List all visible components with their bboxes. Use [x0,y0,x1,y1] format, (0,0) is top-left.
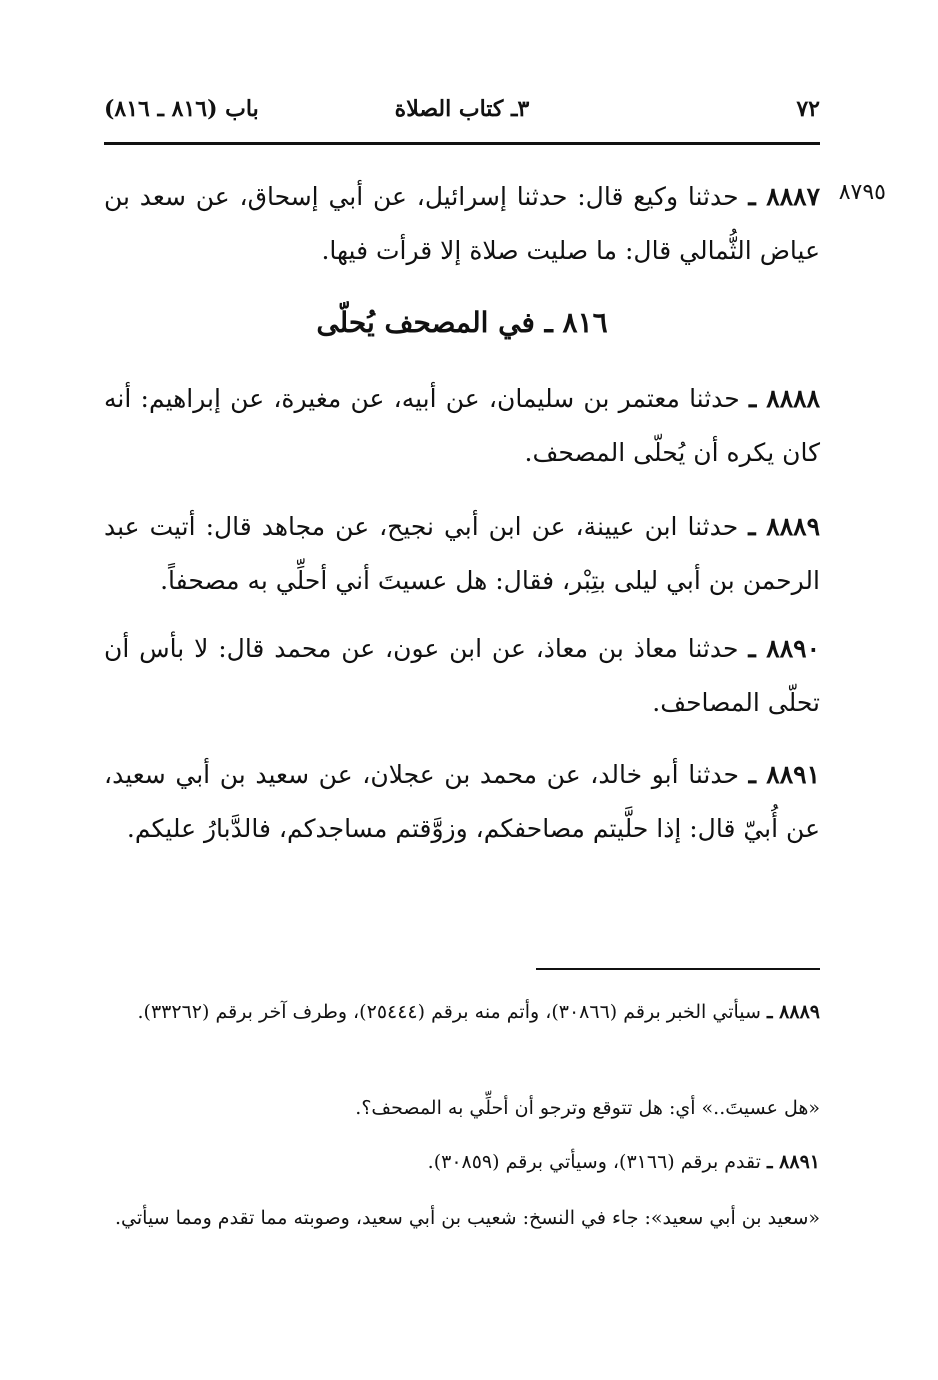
footnote [104,1144,820,1180]
footnote [104,1090,820,1126]
footnote-text: سيأتي الخبر برقم (٣٠٨٦٦)، وأتم منه برقم (٢٥٤٤٤)، وطرف آخر برقم (٣٣٢٦٢). [137,1001,761,1023]
hadith-entry [104,622,820,730]
footnote-text: «سعيد بن أبي سعيد»: جاء في النسخ: شعيب بن أبي سعيد، وصوبته مما تقدم ومما سيأتي. [115,1207,820,1229]
hadith-number: ٨٨٨٧ ـ [748,182,820,211]
hadith-number: ٨٨٩٠ ـ [748,634,820,663]
chapter-range: باب (٨١٦ ـ ٨١٦) [104,96,259,122]
footnote-number: ٨٨٨٩ ـ [766,1001,820,1023]
hadith-text: حدثنا معاذ بن معاذ، عن ابن عون، عن محمد قال: لا بأس أن تحلّى المصاحف. [104,634,820,717]
page-header [104,92,820,132]
hadith-number: ٨٨٨٨ ـ [748,384,820,413]
hadith-entry [104,500,820,608]
header-rule [104,142,820,145]
hadith-text: حدثنا وكيع قال: حدثنا إسرائيل، عن أبي إسحاق، عن سعد بن عياض الثُّمالي قال: ما صليت صلاة إلا قرأت فيها. [104,182,820,265]
hadith-entry [104,170,820,278]
section-heading: ٨١٦ ـ في المصحف يُحلّى [316,306,608,339]
page-number: ٧٢ [796,96,820,122]
footnote-rule [536,968,820,970]
running-title: ٣ـ كتاب الصلاة [394,96,530,122]
hadith-entry [104,372,820,480]
hadith-number: ٨٨٩١ ـ [748,760,820,789]
footnote-text: «هل عسيتَ..» أي: هل تتوقع وترجو أن أحلِّي به المصحف؟. [355,1097,820,1119]
footnote [104,1200,820,1236]
hadith-text: حدثنا معتمر بن سليمان، عن أبيه، عن مغيرة، عن إبراهيم: أنه كان يكره أن يُحلّى المصحف. [104,384,820,467]
hadith-text: حدثنا أبو خالد، عن محمد بن عجلان، عن سعيد بن أبي سعيد، عن أُبيّ قال: إذا حلَّيتم مصاحفكم، وزوَّقتم مساجدكم، فالدَّبارُ عليكم. [104,760,820,843]
footnote [104,994,820,1030]
hadith-text: حدثنا ابن عيينة، عن ابن أبي نجيح، عن مجاهد قال: أتيت عبد الرحمن بن أبي ليلى بتِبْر، فقال: هل عسيتَ أني أحلِّي به مصحفاً. [104,512,820,595]
footnote-text: تقدم برقم (٣١٦٦)، وسيأتي برقم (٣٠٨٥٩). [427,1151,761,1173]
margin-number: ٨٧٩٥ [838,180,886,205]
hadith-entry [104,748,820,856]
footnote-number: ٨٨٩١ ـ [766,1151,820,1173]
hadith-number: ٨٨٨٩ ـ [748,512,820,541]
